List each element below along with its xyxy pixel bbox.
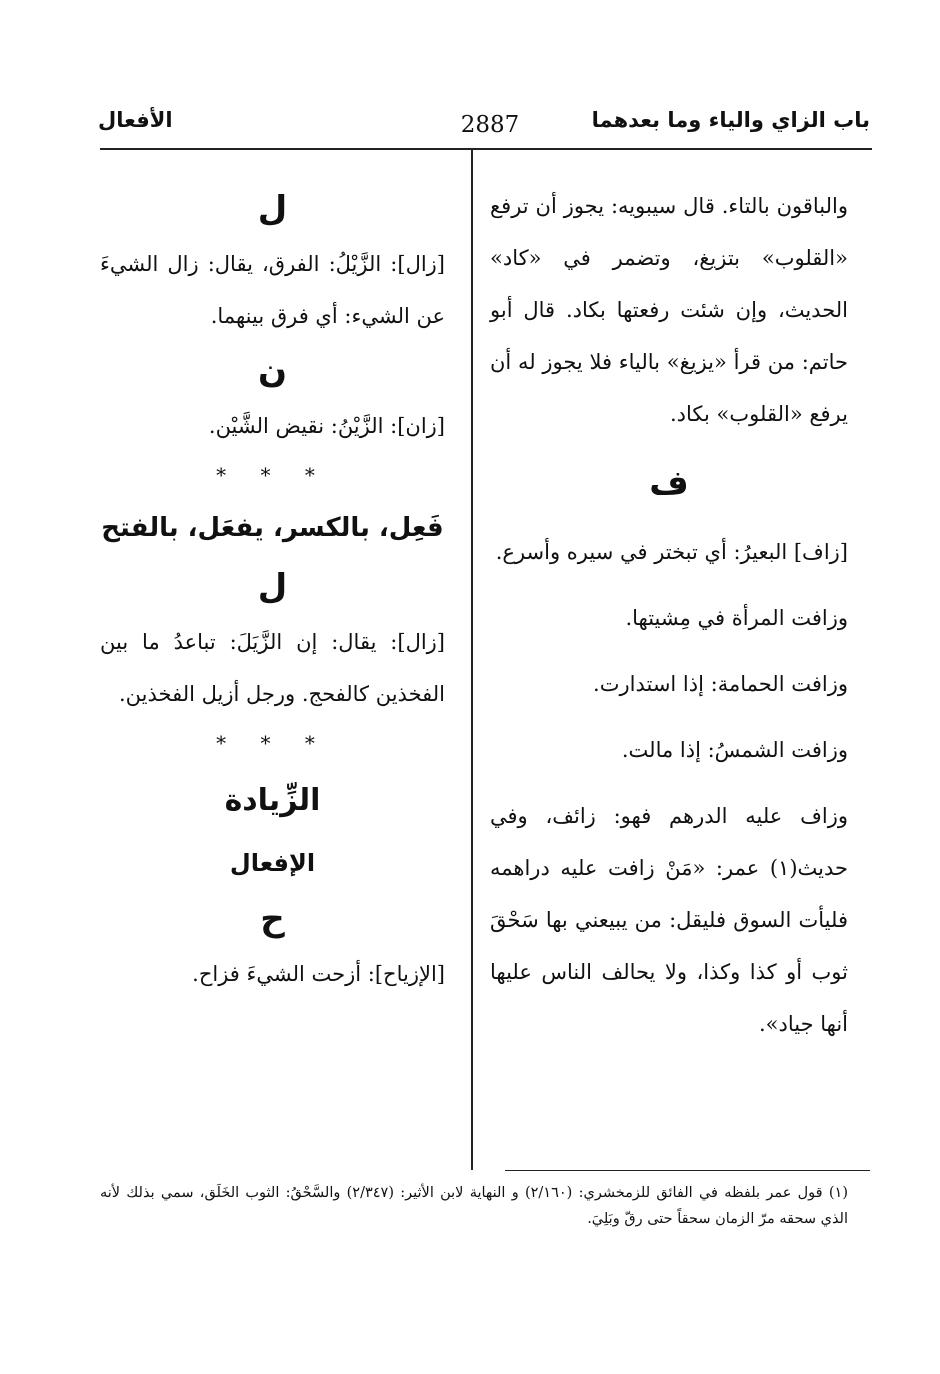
header-rule [100, 148, 872, 150]
section-title: الأفعال [98, 108, 173, 132]
letter-heading-l-2: ل [257, 567, 288, 607]
separator-stars-2: * * * [216, 731, 329, 755]
letter-heading-h: ح [260, 899, 285, 939]
entry-zal: [زال]: الزَّيْلُ: الفرق، يقال: زال الشيءَ عن الشيء: أي فرق بينهما. [100, 252, 445, 328]
chapter-title: باب الزاي والياء وما بعدهما [591, 108, 870, 132]
entry-zaf: [زاف] البعيرُ: أي تبختر في سيره وأسرع. [495, 540, 848, 564]
entry-zan: [زان]: الزَّيْنُ: نقيض الشَّيْن. [208, 414, 445, 438]
letter-heading-f: ف [649, 463, 689, 503]
entry-izyah: [الإزياح]: أزحت الشيءَ فزاح. [192, 962, 445, 986]
entry-zal-2: [زال]: يقال: إن الزَّيَلَ: تباعدُ ما بين الفخذين كالفحج. ورجل أزيل الفخذين. [100, 630, 445, 706]
section-heading-fail: فَعِل، بالكسر، يفعَل، بالفتح [101, 513, 444, 543]
heading-ifaal: الإفعال [229, 849, 316, 877]
footnote: (١) قول عمر بلفظه في الفائق للزمخشري: (٢/١٦٠) و النهاية لابن الأثير: (٢/٣٤٧) والسَّحْقُ: الثوب الخَلَق، سمي بذلك لأنه الذي سحقه مرّ الزمان سحقاً حتى رقّ وبَلِيَ. [100, 1185, 848, 1227]
entry-zafat-dove: وزافت الحمامة: إذا استدارت. [593, 672, 848, 696]
page-number: 2887 [460, 112, 520, 138]
right-column [490, 180, 848, 1050]
entry-zafat-woman: وزافت المرأة في مِشيتها. [625, 606, 848, 630]
letter-heading-n: ن [257, 351, 288, 391]
heading-ziyada: الزِّيادة [224, 783, 321, 818]
entry-zafat-sun: وزافت الشمسُ: إذا مالت. [621, 738, 848, 762]
letter-heading-l: ل [257, 189, 288, 229]
separator-stars: * * * [216, 463, 329, 487]
footnote-rule [505, 1170, 870, 1171]
column-divider [471, 150, 473, 1170]
entry-zaf-dirham: وزاف عليه الدرهم فهو: زائف، وفي حديث(١) عمر: «مَنْ زافت عليه دراهمه فليأت السوق فليقل: من يبيعني بها سَحْقَ ثوب أو كذا وكذا، ولا يحالف الناس عليها أنها جياد». [490, 804, 848, 1036]
paragraph-sibawayh: والباقون بالتاء. قال سيبويه: يجوز أن ترفع «القلوب» بتزيغ، وتضمر في «كاد» الحديث، وإن شئت رفعتها بكاد. قال أبو حاتم: من قرأ «يزيغ» بالياء فلا يجوز له أن يرفع «القلوب» بكاد. [490, 194, 848, 426]
left-column [100, 180, 445, 1000]
